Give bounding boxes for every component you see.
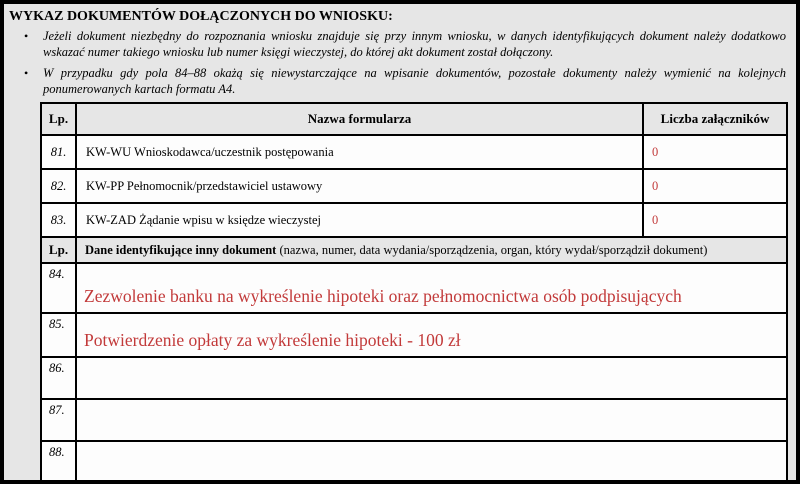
row-number: 87.: [41, 399, 76, 441]
document-entry-field[interactable]: [76, 441, 787, 483]
col-header-lp: Lp.: [41, 237, 76, 263]
row-number: 85.: [41, 313, 76, 357]
form-name: KW-PP Pełnomocnik/przedstawiciel ustawowy: [76, 169, 643, 203]
document-row: [41, 263, 787, 313]
table-row: [41, 169, 787, 203]
document-row: [41, 313, 787, 357]
note-text: Jeżeli dokument niezbędny do rozpoznania wniosku znajduje się przy innym wniosku, w danych identyfikujących dokument należy dodatkowo wskazać numer takiego wniosku lub numer księgi wieczystej, do której akt dokument został dołączony.: [43, 29, 786, 59]
notes-list: [24, 28, 786, 97]
document-row: [41, 399, 787, 441]
attached-documents-table: [40, 102, 788, 484]
note-item: [24, 65, 786, 97]
col-header-attachment-count: Liczba załączników: [643, 103, 787, 135]
table-row: [41, 203, 787, 237]
documents-header-row: [41, 237, 787, 263]
form-name: KW-ZAD Żądanie wpisu w księdze wieczystej: [76, 203, 643, 237]
document-entry-field[interactable]: Zezwolenie banku na wykreślenie hipoteki oraz pełnomocnictwa osób podpisujących: [76, 263, 787, 313]
col-header-lp: Lp.: [41, 103, 76, 135]
document-row: [41, 357, 787, 399]
col-header-form-name: Nazwa formularza: [76, 103, 643, 135]
row-number: 82.: [41, 169, 76, 203]
documents-header-label-bold: Dane identyfikujące inny dokument: [85, 242, 277, 257]
attachment-count-field[interactable]: 0: [643, 135, 787, 169]
documents-header-label-normal: (nazwa, numer, data wydania/sporządzenia, organ, który wydał/sporządził dokument): [276, 242, 708, 257]
document-row: [41, 441, 787, 483]
attachment-count-field[interactable]: 0: [643, 203, 787, 237]
row-number: 88.: [41, 441, 76, 483]
section-title: WYKAZ DOKUMENTÓW DOŁĄCZONYCH DO WNIOSKU:: [9, 9, 393, 24]
form-name: KW-WU Wnioskodawca/uczestnik postępowania: [76, 135, 643, 169]
bullet-icon: [24, 28, 43, 60]
table-row: [41, 135, 787, 169]
form-table-header-row: [41, 103, 787, 135]
document-entry-field[interactable]: [76, 399, 787, 441]
document-entry-field[interactable]: [76, 357, 787, 399]
row-number: 84.: [41, 263, 76, 313]
row-number: 86.: [41, 357, 76, 399]
documents-header-label: [76, 237, 787, 263]
document-entry-field[interactable]: Potwierdzenie opłaty za wykreślenie hipoteki - 100 zł: [76, 313, 787, 357]
note-text: W przypadku gdy pola 84–88 okażą się niewystarczające na wpisanie dokumentów, pozostałe dokumenty należy wymienić na kolejnych ponumerowanych kartach formatu A4.: [43, 66, 786, 96]
attachment-count-field[interactable]: 0: [643, 169, 787, 203]
note-item: [24, 28, 786, 60]
row-number: 83.: [41, 203, 76, 237]
row-number: 81.: [41, 135, 76, 169]
bullet-icon: [24, 65, 43, 97]
